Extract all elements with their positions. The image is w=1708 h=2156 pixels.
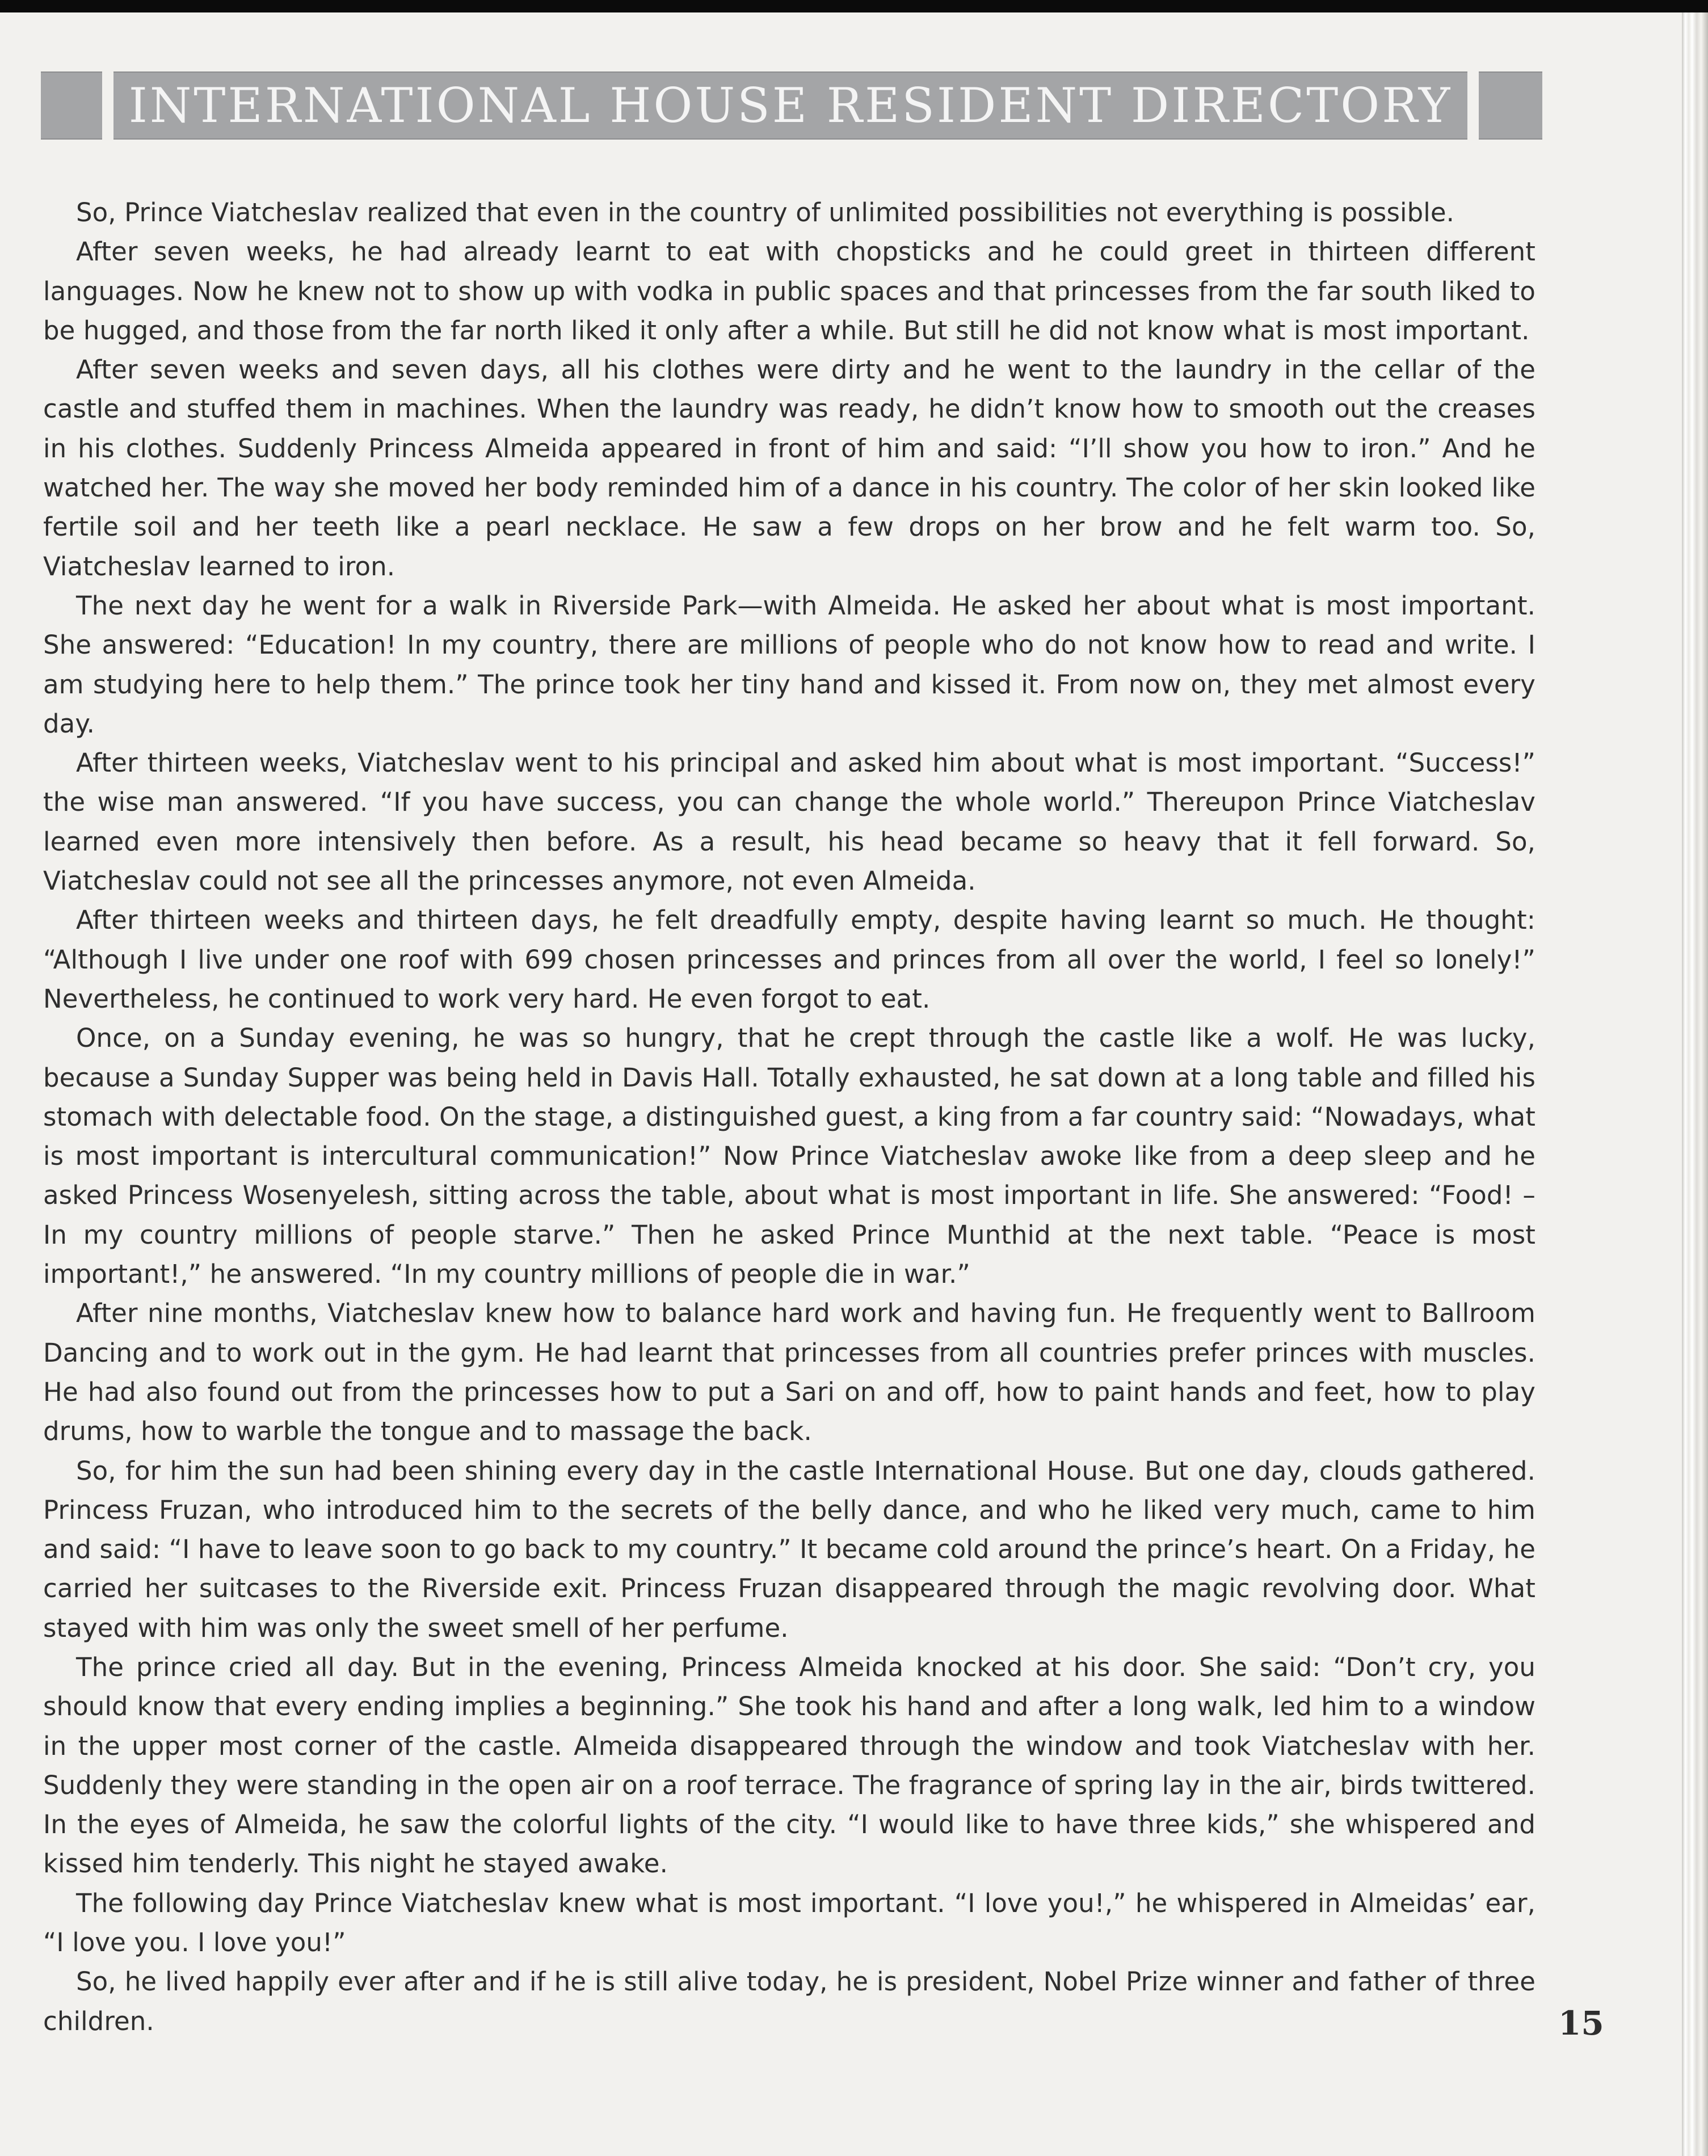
page-edge [1682,12,1708,2156]
page-title: INTERNATIONAL HOUSE RESIDENT DIRECTORY [128,78,1453,133]
paragraph: The prince cried all day. But in the evening, Princess Almeida knocked at his door. She said: “Don’t cry, you should know that every ending implies a beginning.” She took his hand and after a long walk, led him to a window in the upper most corner of the castle. Almeida disappeared through the window and took Viatcheslav with her. Suddenly they were standing in the open air on a roof terrace. The fragrance of spring lay in the air, birds twittered. In the eyes of Almeida, he saw the colorful lights of the city. “I would like to have three kids,” she whispered and kissed him tenderly. This night he stayed awake. [43,1652,1535,1879]
page [0,12,1682,2156]
paragraph: After thirteen weeks, Viatcheslav went to his principal and asked him about what is most important. “Success!” the wise man answered. “If you have success, you can change the whole world.” Thereupon Prince Viatcheslav learned even more intensively then before. As a result, his head became so heavy that it fell forward. So, Viatcheslav could not see all the princesses anymore, not even Almeida. [43,748,1535,896]
paragraph: After seven weeks and seven days, all his clothes were dirty and he went to the laundry in the cellar of the castle and stuffed them in machines. When the laundry was ready, he didn’t know how to smooth out the creases in his clothes. Suddenly Princess Almeida appeared in front of him and said: “I’ll show you how to iron.” And he watched her. The way she moved her body reminded him of a dance in his country. The color of her skin looked like fertile soil and her teeth like a pearl necklace. He saw a few drops on her brow and he felt warm too. So, Viatcheslav learned to iron. [43,355,1535,582]
paragraph: So, he lived happily ever after and if he is still alive today, he is president, Nobel Prize winner and father of three children. [43,1966,1535,2036]
header-banner [113,71,1467,140]
paragraph: After nine months, Viatcheslav knew how to balance hard work and having fun. He frequently went to Ballroom Dancing and to work out in the gym. He had learnt that princesses from all countries prefer princes with muscles. He had also found out from the princesses how to put a Sari on and off, how to paint hands and feet, how to play drums, how to warble the tongue and to massage the back. [43,1298,1535,1447]
paragraph: After thirteen weeks and thirteen days, he felt dreadfully empty, despite having learnt so much. He thought: “Although I live under one roof with 699 chosen princesses and princes from all over the world, I feel so lonely!” Nevertheless, he continued to work very hard. He even forgot to eat. [43,905,1535,1014]
header-banner-right-block [1479,71,1542,140]
header-banner-left-block [41,71,102,140]
paragraph: So, Prince Viatcheslav realized that even in the country of unlimited possibilities not everything is possible. [76,197,1455,228]
page-number: 15 [1558,2004,1604,2043]
paragraph: So, for him the sun had been shining every day in the castle International House. But one day, clouds gathered. Princess Fruzan, who introduced him to the secrets of the belly dance, and who he liked very much, came to him and said: “I have to leave soon to go back to my country.” It became cold around the prince’s heart. On a Friday, he carried her suitcases to the Riverside exit. Princess Fruzan disappeared through the magic revolving door. What stayed with him was only the sweet smell of her perfume. [43,1455,1535,1643]
paragraph: After seven weeks, he had already learnt to eat with chopsticks and he could greet in thirteen different languages. Now he knew not to show up with vodka in public spaces and that princesses from the far south liked to be hugged, and those from the far north liked it only after a while. But still he did not know what is most important. [43,237,1535,346]
article-body [43,193,1535,2041]
paragraph: The next day he went for a walk in Riverside Park—with Almeida. He asked her about what is most important. She answered: “Education! In my country, there are millions of people who do not know how to read and write. I am studying here to help them.” The prince took her tiny hand and kissed it. From now on, they met almost every day. [43,590,1535,739]
paragraph: Once, on a Sunday evening, he was so hungry, that he crept through the castle like a wolf. He was lucky, because a Sunday Supper was being held in Davis Hall. Totally exhausted, he sat down at a long table and filled his stomach with delectable food. On the stage, a distinguished guest, a king from a far country said: “Nowadays, what is most important is intercultural communication!” Now Prince Viatcheslav awoke like from a deep sleep and he asked Princess Wosenyelesh, sitting across the table, about what is most important in life. She answered: “Food! – In my country millions of people starve.” Then he asked Prince Munthid at the next table. “Peace is most important!,” he answered. “In my country millions of people die in war.” [43,1023,1535,1290]
paragraph: The following day Prince Viatcheslav knew what is most important. “I love you!,” he whispered in Almeidas’ ear, “I love you. I love you!” [43,1888,1535,1958]
